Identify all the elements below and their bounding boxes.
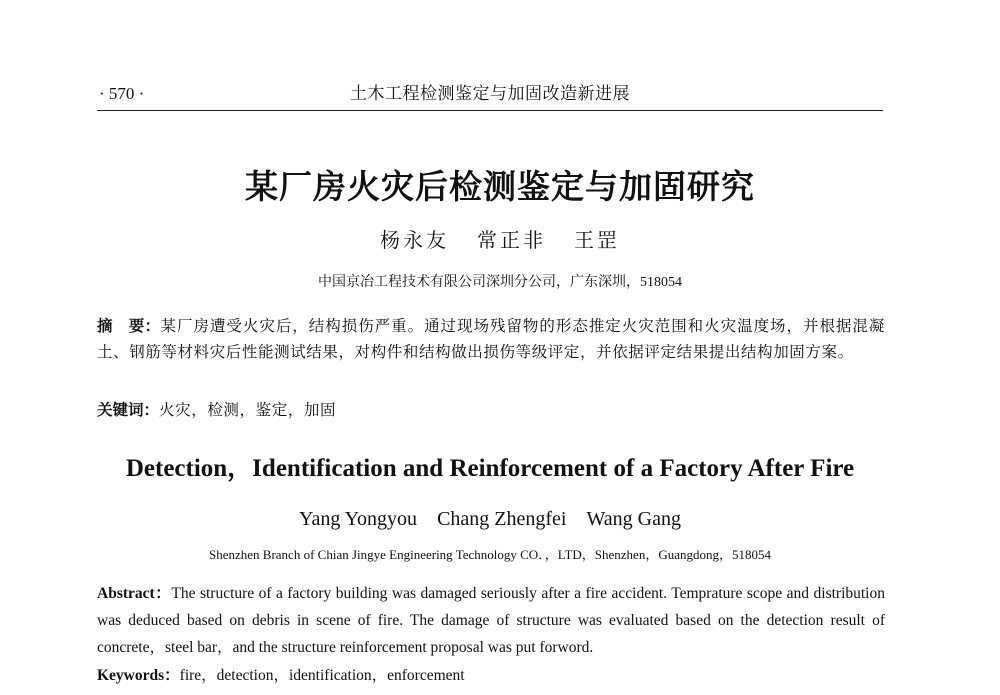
chinese-authors	[0, 227, 1000, 255]
english-affiliation: Shenzhen Branch of Chian Jingye Engineering Technology CO．，LTD，Shenzhen，Guangdong，518054	[209, 547, 771, 562]
chinese-affiliation: 中国京冶工程技术有限公司深圳分公司，广东深圳，518054	[318, 275, 682, 290]
running-head: 土木工程检测鉴定与加固改造新进展	[350, 84, 630, 103]
english-abstract	[97, 580, 885, 661]
english-keywords	[97, 662, 885, 689]
author-en-2: Chang Zhengfei	[437, 508, 567, 530]
english-title: Detection，Identification and Reinforcement of a Factory After Fire	[125, 455, 855, 482]
chinese-keywords-text: 火灾，检测，鉴定，加固	[159, 402, 337, 419]
author-cn-3: 王罡	[574, 230, 620, 252]
english-authors	[0, 505, 980, 533]
page-number: · 570 ·	[99, 84, 145, 103]
chinese-title: 某厂房火灾后检测鉴定与加固研究	[245, 170, 755, 206]
page-header	[97, 82, 883, 110]
english-keywords-text: fire，detection，identification，enforcement	[179, 667, 465, 684]
english-abstract-label: Abstract：	[97, 585, 172, 602]
author-en-3: Wang Gang	[586, 508, 681, 530]
english-keywords-label: Keywords：	[97, 667, 180, 684]
chinese-abstract	[97, 314, 885, 366]
author-cn-1: 杨永友	[380, 230, 449, 252]
chinese-abstract-text: 某厂房遭受火灾后，结构损伤严重。通过现场残留物的形态推定火灾范围和火灾温度场，并根据混凝土、钢筋等材料灾后性能测试结果，对构件和结构做出损伤等级评定，并依据评定结果提出结构加固方案。	[97, 318, 885, 361]
author-cn-2: 常正非	[477, 230, 546, 252]
chinese-keywords-label: 关键词：	[97, 402, 160, 419]
english-abstract-text: The structure of a factory building was damaged seriously after a fire accident. Temprature scope and distribution was deduced based on debris in scene of fire. The damage of structure was evaluated based on the detection result of concrete，steel bar，and the structure reinforcement proposal was put forword.	[97, 585, 885, 656]
author-en-1: Yang Yongyou	[299, 508, 418, 530]
header-rule	[97, 110, 883, 111]
chinese-keywords	[97, 398, 885, 424]
chinese-abstract-label: 摘 要：	[97, 318, 161, 335]
